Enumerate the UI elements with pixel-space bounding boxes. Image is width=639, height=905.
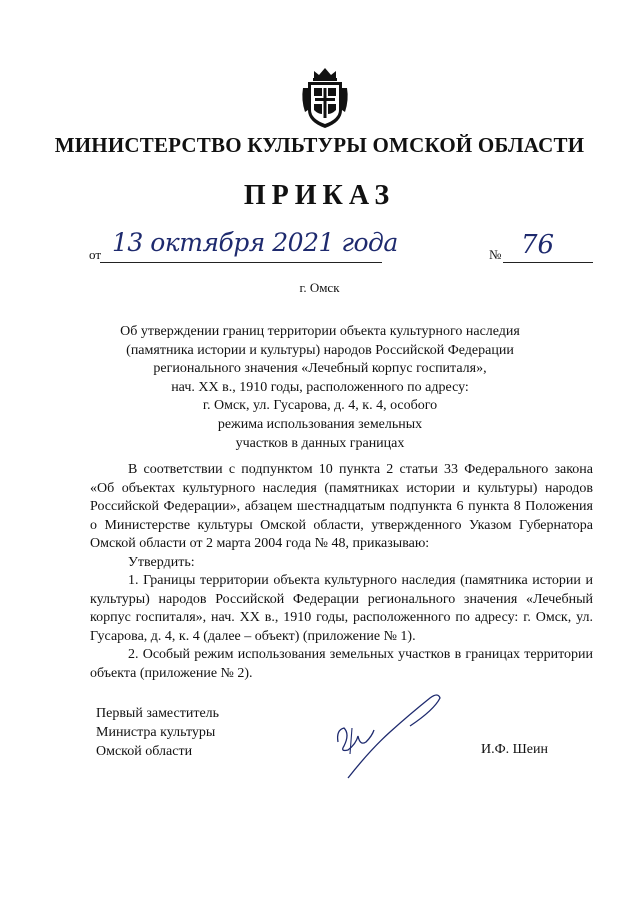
signatory-title [96,704,219,761]
subject-line: г. Омск, ул. Гусарова, д. 4, к. 4, особого [202,398,438,414]
subject-line: (памятника истории и культуры) народов Российской Федерации [126,342,514,358]
signatory-name: И.Ф. Шеин [481,742,548,757]
signatory-title-line: Министра культуры [96,725,216,740]
body-paragraph-preamble: В соответствии с подпунктом 10 пункта 2 статьи 33 Федерального закона «Об объектах культурного наследия (памятниках истории и культуры) народов Российской Федерации», абзацем шестнадцатым подпункта 6 пункта 8 Положения о Министерстве культуры Омской области, утвержденного Указом Губернатора Омской области от 2 марта 2004 года № 48, приказываю: [90,462,593,551]
signature-icon [330,690,470,785]
body-paragraph-item-2: 2. Особый режим использования земельных участков в границах территории объекта (приложение № 2). [90,647,593,681]
number-underline [503,262,593,263]
signatory-title-line: Омской области [96,744,193,759]
city-name: г. Омск [299,280,340,295]
handwritten-number: 76 [521,230,555,260]
subject-line: участков в данных границах [235,435,405,451]
number-label: № [489,247,502,262]
signatory-title-line: Первый заместитель [96,706,220,721]
coat-of-arms-icon [300,66,350,130]
subject-line: регионального значения «Лечебный корпус госпиталя», [153,361,487,377]
handwritten-date: 13 октября 2021 года [112,228,398,257]
subject-line: Об утверждении границ территории объекта культурного наследия [120,324,520,339]
body-paragraph-approve: Утвердить: [128,554,195,570]
document-type: ПРИКАЗ [243,180,396,211]
subject-line: режима использования земельных [217,416,423,432]
subject-line: нач. XX в., 1910 годы, расположенного по адресу: [171,379,469,395]
date-underline [100,262,382,263]
ministry-title: МИНИСТЕРСТВО КУЛЬТУРЫ ОМСКОЙ ОБЛАСТИ [54,133,585,157]
date-label: от [89,247,102,262]
body-paragraph-item-1: 1. Границы территории объекта культурного наследия (памятника истории и культуры) народов Российской Федерации регионального значения «Лечебный корпус госпиталя», нач. XX в., 1910 годы, расположенного по адресу: г. Омск, ул. Гусарова, д. 4, к. 4 (далее – объект) (приложение № 1). [90,573,593,644]
order-body [90,461,593,683]
order-subject [80,323,560,453]
